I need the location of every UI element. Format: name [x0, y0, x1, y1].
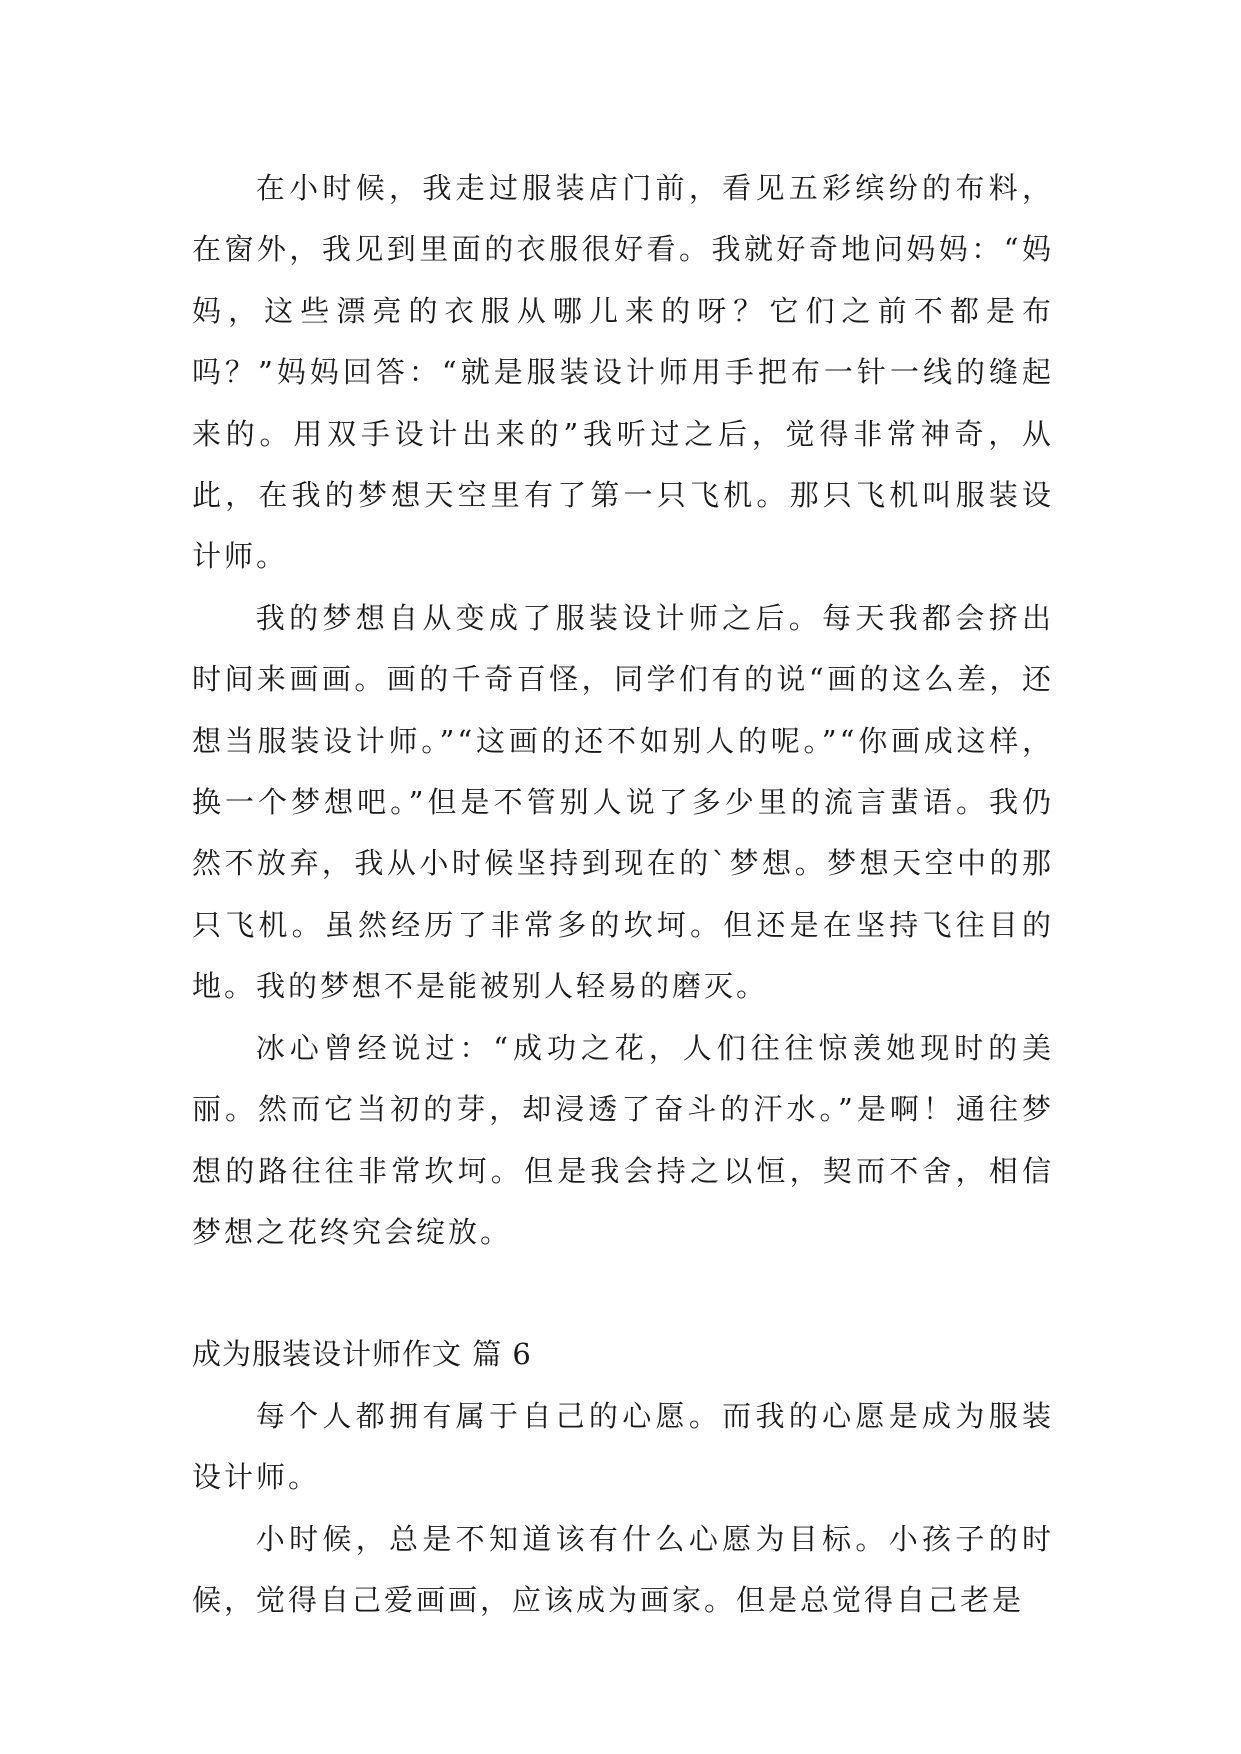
paragraph: 小时候，总是不知道该有什么心愿为目标。小孩子的时候，觉得自己爱画画，应该成为画家。但是总觉得自己老是 — [192, 1521, 1054, 1617]
section-heading: 成为服装设计师作文 篇 6 — [192, 1337, 532, 1372]
paragraph: 我的梦想自从变成了服装设计师之后。每天我都会挤出时间来画画。画的千奇百怪，同学们有的说“画的这么差，还想当服装设计师。”“这画的还不如别人的呢。”“你画成这样，换一个梦想吧。”但是不管别人说了多少里的流言蜚语。我仍然不放弃，我从小时候坚持到现在的`梦想。梦想天空中的那只飞机。虽然经历了非常多的坎坷。但还是在坚持飞往目的地。我的梦想不是能被别人轻易的磨灭。 — [192, 600, 1054, 1004]
document-body — [192, 158, 1054, 1631]
paragraph: 每个人都拥有属于自己的心愿。而我的心愿是成为服装设计师。 — [192, 1398, 1054, 1495]
paragraph: 在小时候，我走过服装店门前，看见五彩缤纷的布料，在窗外，我见到里面的衣服很好看。我就好奇地问妈妈：“妈妈，这些漂亮的衣服从哪儿来的呀？它们之前不都是布吗？”妈妈回答：“就是服装设计师用手把布一针一线的缝起来的。用双手设计出来的”我听过之后，觉得非常神奇，从此，在我的梦想天空里有了第一只飞机。那只飞机叫服装设计师。 — [192, 171, 1054, 574]
paragraph: 冰心曾经说过：“成功之花，人们往往惊羡她现时的美丽。然而它当初的芽，却浸透了奋斗的汗水。”是啊！通往梦想的路往往非常坎坷。但是我会持之以恒，契而不舍，相信梦想之花终究会绽放。 — [192, 1030, 1054, 1249]
